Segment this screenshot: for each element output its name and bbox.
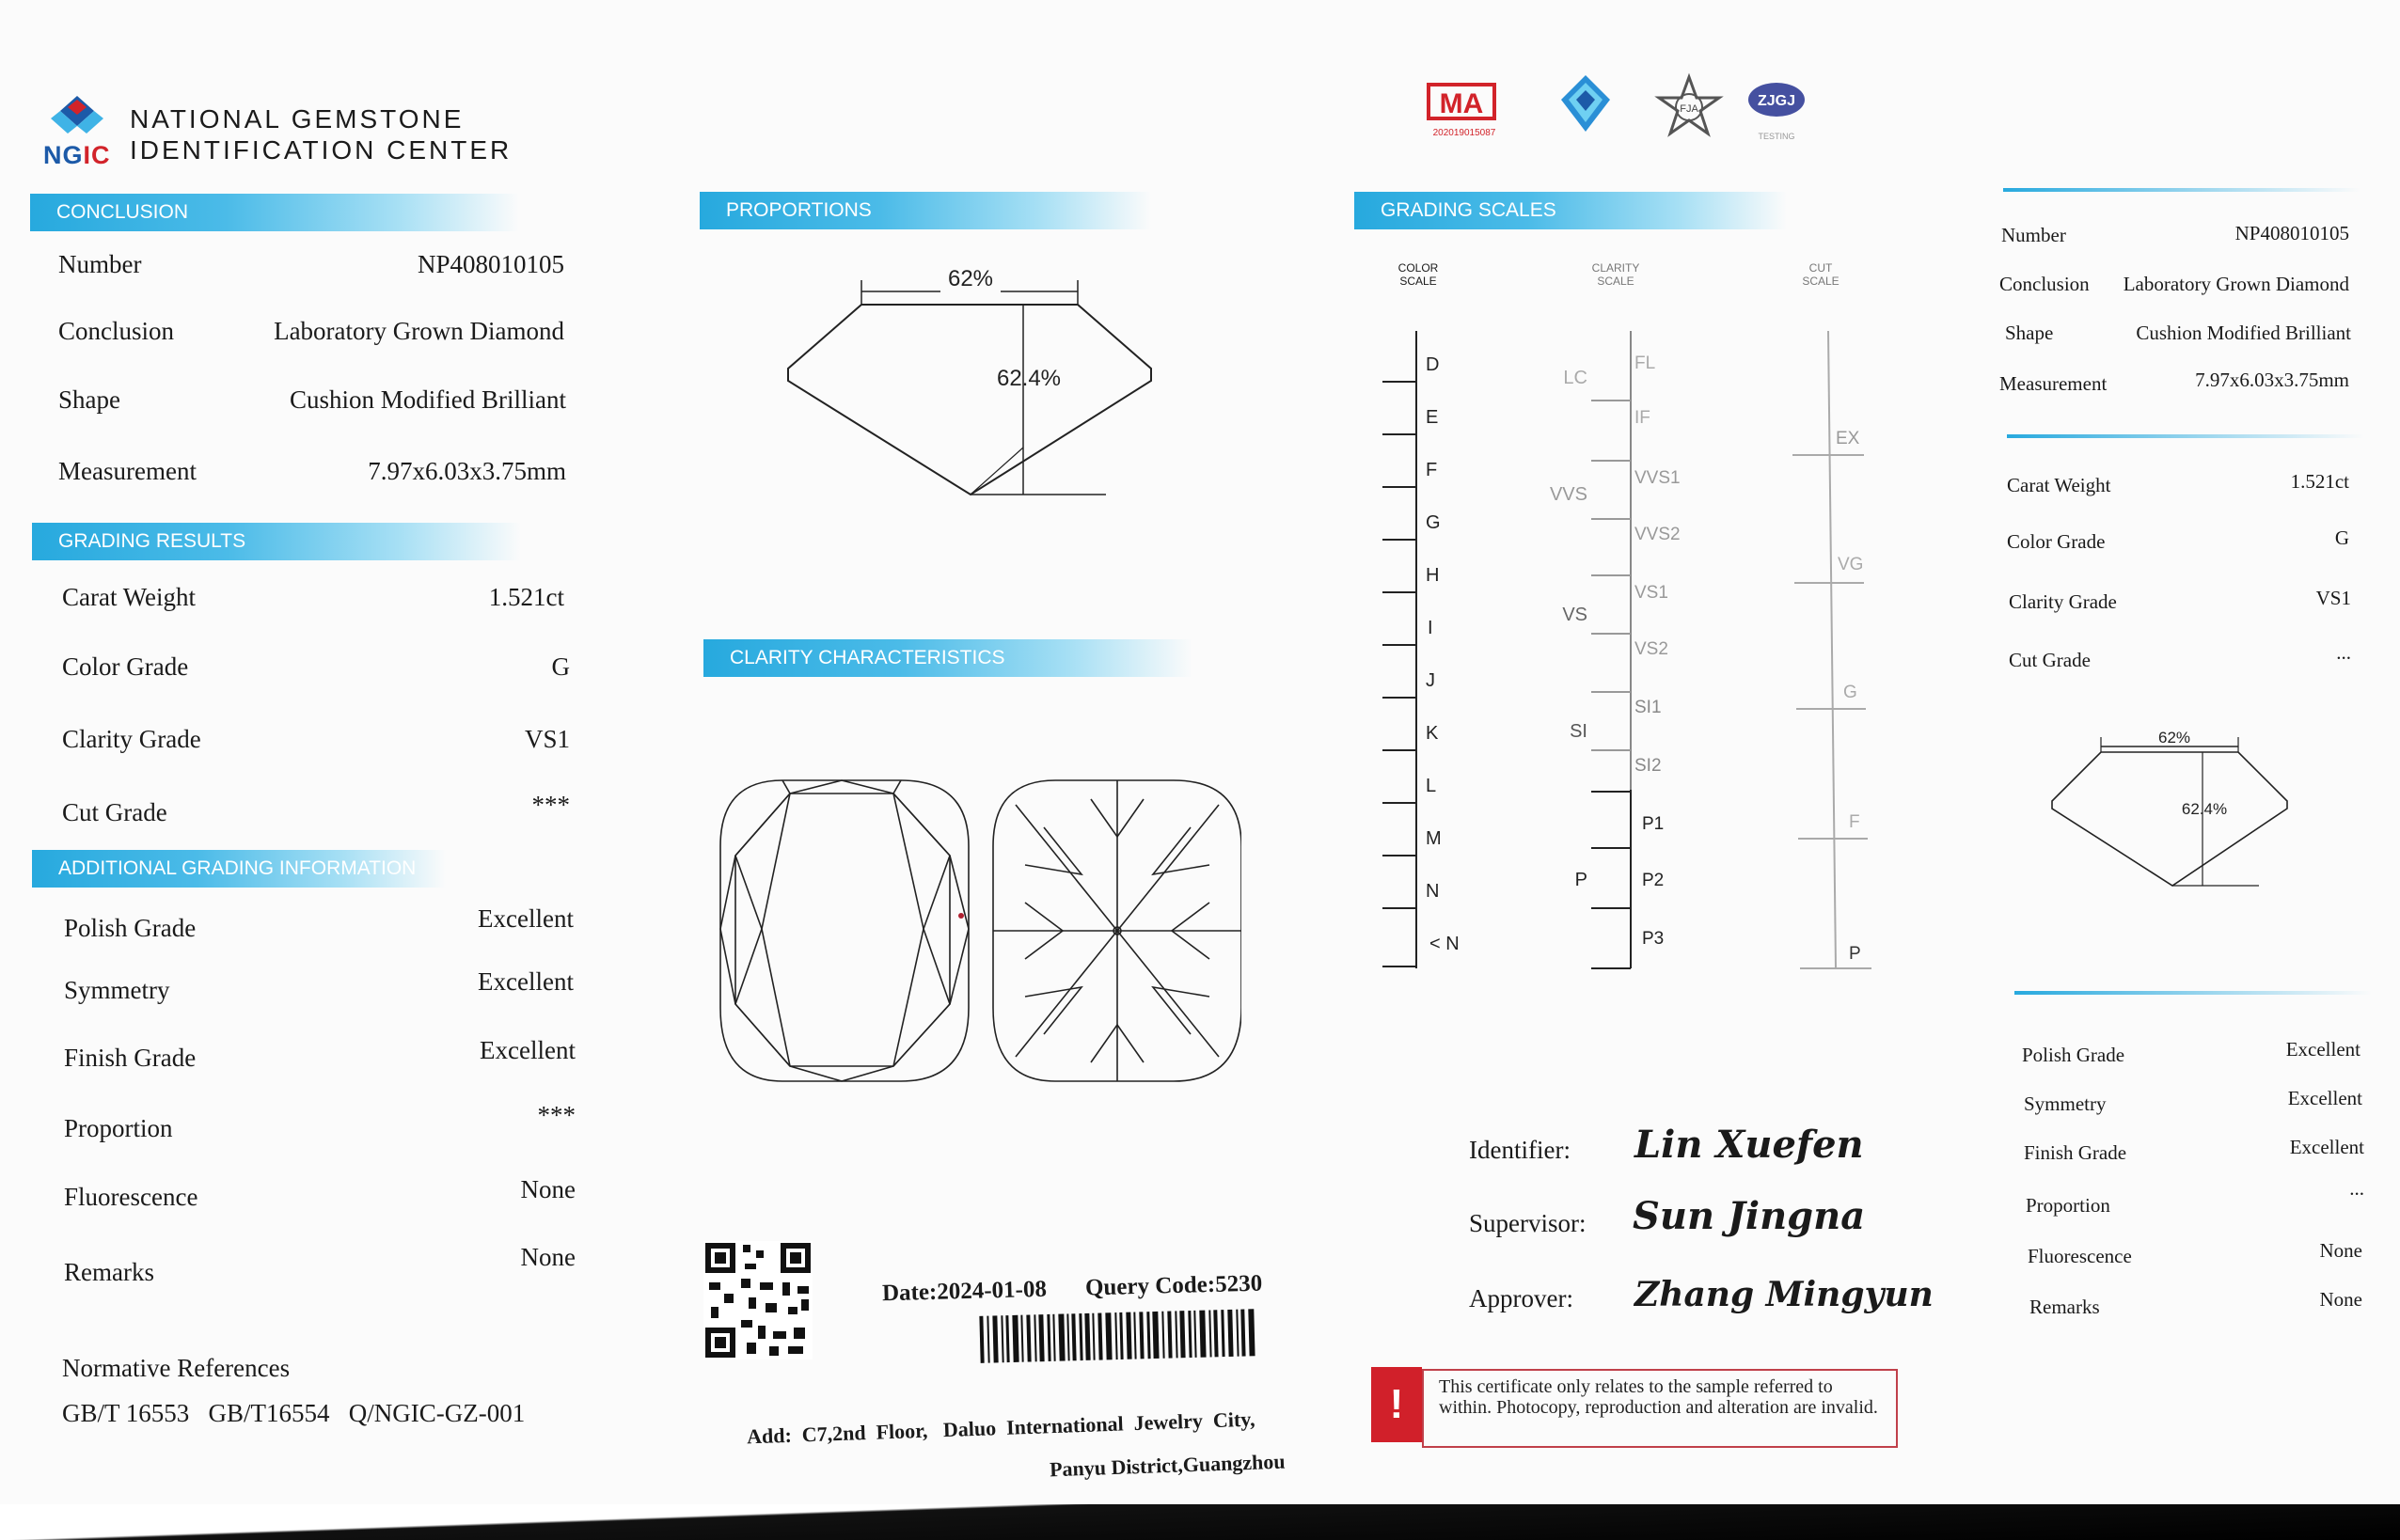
row-value: 1.521ct <box>488 583 564 611</box>
summary-table-pct: 62% <box>2157 729 2191 746</box>
row-label: Shape <box>58 385 120 414</box>
supervisor-signature: Sun Jingna <box>1633 1194 1866 1238</box>
barcode <box>977 1305 1260 1369</box>
pavilion-view <box>993 780 1241 1081</box>
row-label: Conclusion <box>1999 273 2090 295</box>
color-grade-m: M <box>1426 828 1442 849</box>
row-label: Proportion <box>2026 1194 2110 1217</box>
row-value: ... <box>2336 641 2351 664</box>
row-label: Number <box>58 250 142 278</box>
cma-seal-icon <box>1429 85 1496 138</box>
cut-grade-f: F <box>1849 812 1860 832</box>
clarity-scale <box>1550 331 1681 968</box>
row-label: Symmetry <box>2024 1092 2107 1115</box>
clarity-grade-if: IF <box>1634 408 1650 428</box>
row-label: Cut Grade <box>2009 649 2091 671</box>
row-value: 7.97x6.03x3.75mm <box>2195 369 2349 391</box>
row-value: NP408010105 <box>2234 222 2349 244</box>
warning-icon: ! <box>1371 1367 1422 1442</box>
row-value: G <box>551 652 570 681</box>
row-label: Color Grade <box>2007 530 2106 553</box>
brand-name-line2: IDENTIFICATION CENTER <box>130 135 513 165</box>
identifier-label: Identifier: <box>1469 1136 1571 1164</box>
brand-abbr-text <box>43 141 111 169</box>
seals-row <box>1415 71 1810 147</box>
row-label: Symmetry <box>64 976 170 1004</box>
row-value: Excellent <box>478 904 574 933</box>
clarity-grade-si2: SI2 <box>1634 756 1662 776</box>
row-value: *** <box>537 1101 576 1129</box>
clarity-grade-vs2: VS2 <box>1634 639 1668 659</box>
query-code: Query Code:5230 <box>1084 1270 1263 1301</box>
brand-name <box>130 103 512 165</box>
row-label: Finish Grade <box>2024 1141 2127 1164</box>
qr-code <box>703 1241 813 1359</box>
row-label: Carat Weight <box>2007 474 2111 496</box>
row-label: Fluorescence <box>64 1183 198 1211</box>
summary-divider-2 <box>2007 434 2364 438</box>
row-value: Excellent <box>478 967 574 996</box>
clarity-group-vvs: VVS <box>1549 484 1587 505</box>
cut-grade-ex: EX <box>1836 429 1860 448</box>
row-value: None <box>520 1175 576 1203</box>
clarity-group-vs: VS <box>1562 605 1587 625</box>
summary-divider-1 <box>2003 188 2361 192</box>
clarity-grade-vvs1: VVS1 <box>1634 468 1681 488</box>
approver-label: Approver: <box>1469 1284 1573 1312</box>
cut-grade-p: P <box>1849 944 1861 964</box>
additional-banner: ADDITIONAL GRADING INFORMATION <box>32 850 446 888</box>
color-grade-f: F <box>1426 460 1438 480</box>
row-label: Cut Grade <box>62 798 167 826</box>
brand-abbr <box>43 141 111 170</box>
clarity-plot <box>715 771 1241 1091</box>
row-value: None <box>520 1243 576 1271</box>
color-grade-j: J <box>1426 670 1435 691</box>
approver-signature: Zhang Mingyun <box>1634 1275 1934 1314</box>
normative-title: Normative References <box>62 1354 291 1382</box>
clarity-grade-p2: P2 <box>1642 871 1665 890</box>
zjgj-testing-text: TESTING <box>1758 132 1795 141</box>
color-grade-n: N <box>1426 881 1440 902</box>
clarity-group-si: SI <box>1570 721 1587 742</box>
ngic-diamond-icon <box>1561 75 1610 132</box>
row-label: Carat Weight <box>62 583 197 611</box>
row-label: Polish Grade <box>2022 1044 2125 1066</box>
brand-abbr-part: NG <box>43 141 84 169</box>
cma-seal-text: MA <box>1439 88 1484 119</box>
row-label: Measurement <box>1999 372 2108 395</box>
color-grade-below-n: < N <box>1429 934 1460 954</box>
row-value: None <box>2319 1288 2362 1311</box>
identifier-signature: Lin Xuefen <box>1634 1123 1864 1167</box>
zjgj-testing-icon <box>1748 83 1805 141</box>
inclusion-mark <box>958 913 964 919</box>
row-label: Proportion <box>64 1114 173 1142</box>
row-value: Cushion Modified Brilliant <box>290 385 566 414</box>
row-label: Remarks <box>2029 1296 2100 1318</box>
summary-divider-3 <box>2014 991 2372 995</box>
brand-name-line1: NATIONAL GEMSTONE <box>130 104 465 134</box>
issue-date: Date:2024-01-08 <box>881 1276 1048 1307</box>
row-label: Clarity Grade <box>62 725 201 753</box>
row-value: *** <box>531 791 570 819</box>
color-grade-k: K <box>1426 723 1439 744</box>
row-label: Remarks <box>64 1258 154 1286</box>
row-label: Finish Grade <box>64 1044 197 1072</box>
clarity-grade-vs1: VS1 <box>1634 583 1668 603</box>
color-grade-d: D <box>1426 354 1440 375</box>
grading-results-banner: GRADING RESULTS <box>32 523 521 560</box>
cut-scale-title: CUT SCALE <box>1802 261 1839 288</box>
normative-refs: GB/T 16553 GB/T16554 Q/NGIC-GZ-001 <box>62 1399 526 1427</box>
summary-proportion-diagram <box>2041 724 2304 893</box>
row-value: Laboratory Grown Diamond <box>2123 273 2349 295</box>
fja-star-icon <box>1659 77 1719 134</box>
clarity-grade-si1: SI1 <box>1634 698 1662 717</box>
proportion-diagram <box>771 263 1166 508</box>
grading-scales-banner: GRADING SCALES <box>1354 192 1787 229</box>
row-label: Color Grade <box>62 652 189 681</box>
brand-abbr-part: IC <box>83 141 111 169</box>
clarity-group-lc: LC <box>1563 368 1587 388</box>
fja-text: FJA <box>1680 103 1698 115</box>
conclusion-banner: CONCLUSION <box>30 194 519 231</box>
color-grade-e: E <box>1426 407 1439 428</box>
grading-scales-chart <box>1373 320 1937 978</box>
row-label: Fluorescence <box>2028 1245 2132 1267</box>
summary-depth-pct: 62.4% <box>2181 800 2228 818</box>
row-value: G <box>2334 526 2349 549</box>
row-value: NP408010105 <box>417 250 564 278</box>
clarity-grade-p1: P1 <box>1642 814 1665 834</box>
row-value: Laboratory Grown Diamond <box>274 317 564 345</box>
warning-notice <box>1371 1361 1898 1452</box>
row-value: None <box>2319 1239 2362 1262</box>
address-line2: Panyu District,Guangzhou <box>1049 1449 1286 1482</box>
row-value: VS1 <box>524 725 570 753</box>
row-value: 7.97x6.03x3.75mm <box>368 457 566 485</box>
row-value: ... <box>2349 1177 2364 1200</box>
clarity-grade-fl: FL <box>1634 354 1656 373</box>
depth-pct-label: 62.4% <box>996 366 1062 391</box>
clarity-grade-p3: P3 <box>1642 929 1665 949</box>
row-value: Excellent <box>2285 1038 2361 1061</box>
row-value: VS1 <box>2315 587 2351 609</box>
row-label: Clarity Grade <box>2009 590 2117 613</box>
row-label: Shape <box>2005 322 2054 344</box>
color-grade-i: I <box>1428 618 1433 638</box>
color-grade-g: G <box>1426 512 1441 533</box>
supervisor-label: Supervisor: <box>1469 1209 1587 1237</box>
clarity-scale-title: CLARITY SCALE <box>1591 261 1640 288</box>
address-line1: Add: C7,2nd Floor, Daluo International Jewelry City, <box>746 1406 1255 1449</box>
clarity-grade-vvs2: VVS2 <box>1634 525 1681 544</box>
color-scale-title: COLOR SCALE <box>1397 261 1439 288</box>
color-scale <box>1382 331 1460 968</box>
color-grade-l: L <box>1426 776 1437 796</box>
row-label: Conclusion <box>58 317 175 345</box>
table-pct-label: 62% <box>947 266 994 291</box>
row-label: Number <box>2001 224 2066 246</box>
clarity-group-p: P <box>1574 870 1587 890</box>
row-label: Polish Grade <box>64 914 197 942</box>
clarity-characteristics-banner: CLARITY CHARACTERISTICS <box>703 639 1192 677</box>
row-label: Measurement <box>58 457 197 485</box>
cma-seal-number: 202019015087 <box>1432 128 1496 138</box>
zjgj-text: ZJGJ <box>1757 93 1796 109</box>
row-value: Excellent <box>2289 1136 2364 1158</box>
cut-grade-g: G <box>1843 683 1857 702</box>
warning-text: This certificate only relates to the sample referred to within. Photocopy, reproduction and alteration are invalid. <box>1422 1369 1898 1448</box>
page-edge-shadow <box>0 1504 2400 1540</box>
crown-view <box>720 780 969 1081</box>
row-value: Excellent <box>2287 1087 2362 1109</box>
row-value: 1.521ct <box>2290 470 2349 493</box>
cut-grade-vg: VG <box>1838 555 1864 574</box>
color-grade-h: H <box>1426 565 1440 586</box>
cut-scale <box>1792 331 1871 968</box>
row-value: Excellent <box>480 1036 576 1064</box>
row-value: Cushion Modified Brilliant <box>2136 322 2351 344</box>
proportions-banner: PROPORTIONS <box>700 192 1151 229</box>
